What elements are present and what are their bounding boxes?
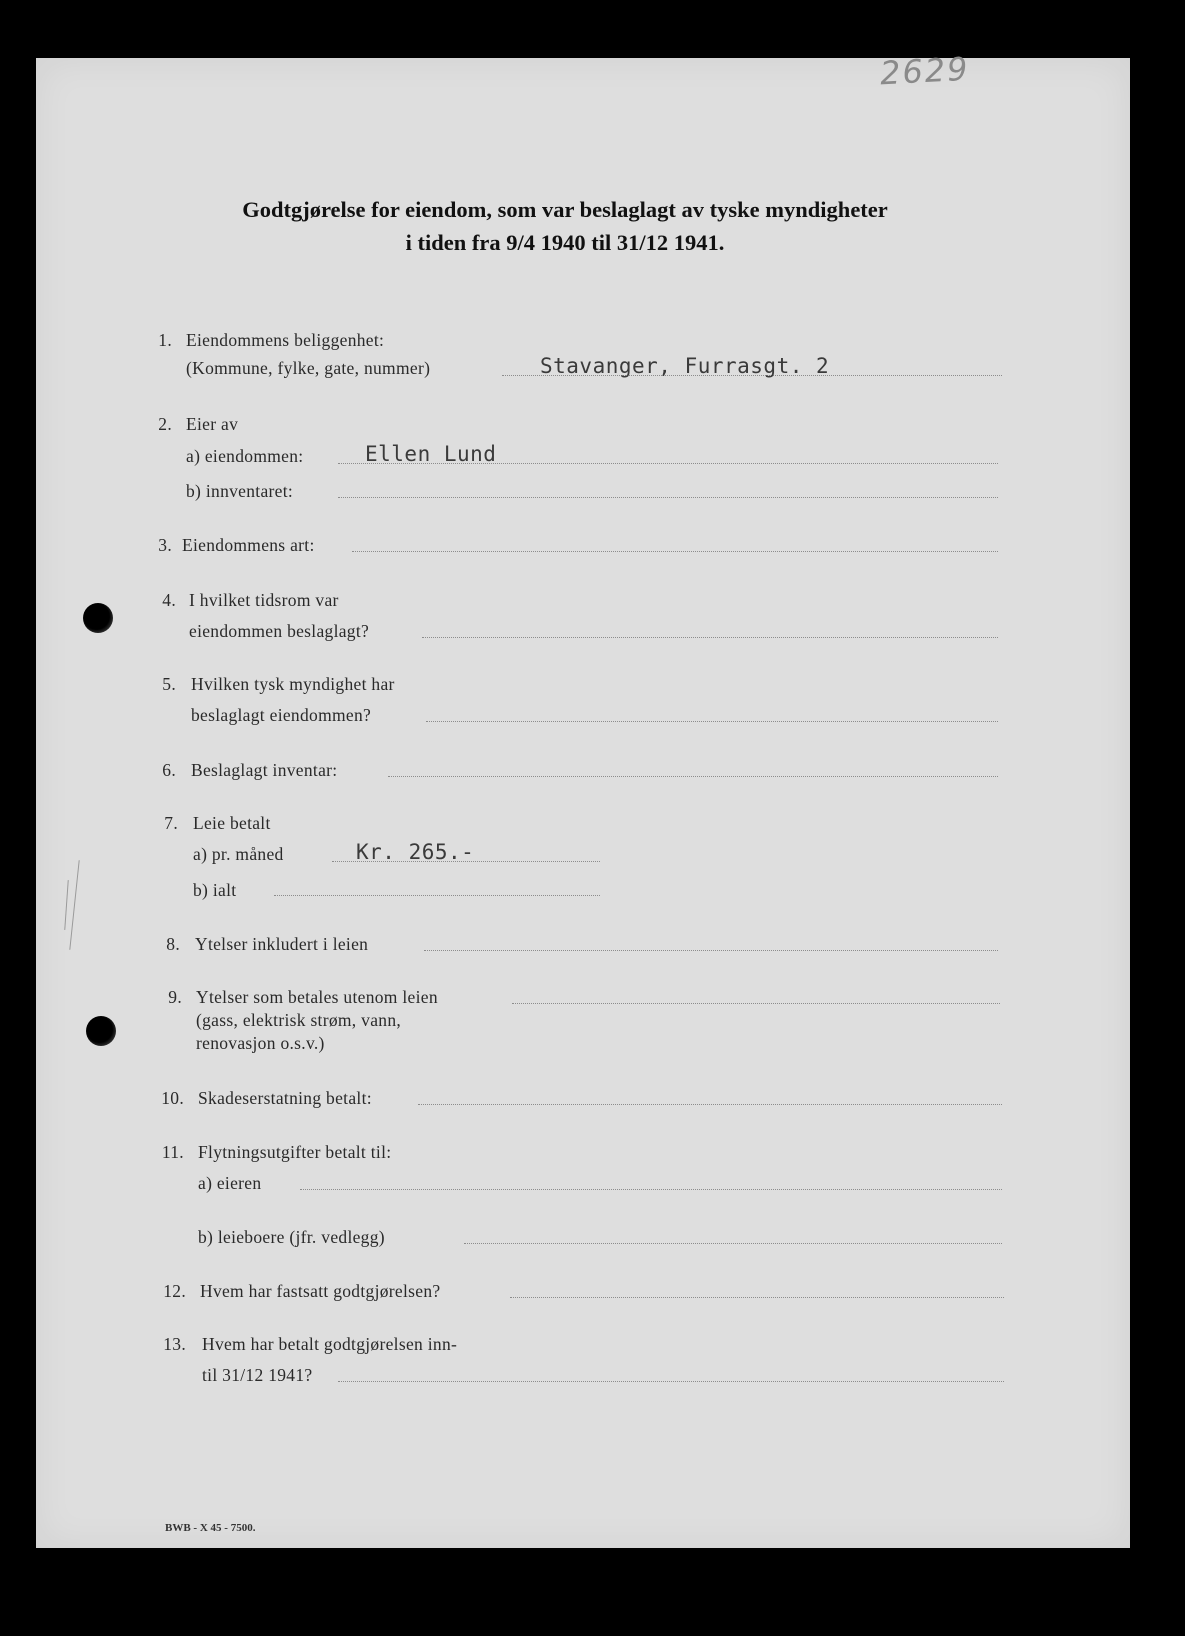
q2b-label: b) innventaret: [186, 481, 294, 501]
form-title-line-1: Godtgjørelse for eiendom, som var beslaglagt av tyske myndigheter [242, 197, 888, 222]
archive-reference-number: 2629 [879, 49, 971, 93]
q11-number: 11. [161, 1142, 184, 1162]
q5-answer-line [426, 721, 998, 722]
q10-number: 10. [161, 1088, 184, 1108]
q2a-answer: Ellen Lund [365, 442, 497, 466]
form-title-line-2: i tiden fra 9/4 1940 til 31/12 1941. [405, 230, 725, 255]
q7b-label: b) ialt [193, 880, 237, 900]
q5-label: Hvilken tysk myndighet har [191, 674, 395, 694]
q5-sublabel: beslaglagt eiendommen? [191, 705, 372, 725]
punch-hole-upper [83, 603, 113, 633]
q9-number: 9. [168, 987, 182, 1007]
q11b-label: b) leieboere (jfr. vedlegg) [198, 1227, 385, 1247]
q3-number: 3. [158, 535, 172, 555]
q11a-answer-line [300, 1189, 1002, 1190]
q8-number: 8. [166, 934, 180, 954]
q2b-answer-line [338, 497, 998, 498]
q3-label: Eiendommens art: [182, 535, 315, 555]
q13-label: Hvem har betalt godtgjørelsen inn- [202, 1334, 458, 1354]
q7b-answer-line [274, 895, 600, 896]
q4-sublabel: eiendommen beslaglagt? [189, 621, 370, 641]
q4-answer-line [422, 637, 998, 638]
q8-label: Ytelser inkludert i leien [195, 934, 369, 954]
q9-sublabel-2: renovasjon o.s.v.) [196, 1033, 325, 1053]
q13-number: 13. [163, 1334, 186, 1354]
q11a-label: a) eieren [198, 1173, 262, 1193]
q4-label: I hvilket tidsrom var [189, 590, 339, 610]
form-sheet [36, 58, 1130, 1548]
q12-label: Hvem har fastsatt godtgjørelsen? [200, 1281, 441, 1301]
q4-number: 4. [162, 590, 176, 610]
q6-label: Beslaglagt inventar: [191, 760, 338, 780]
q7-label: Leie betalt [193, 813, 271, 833]
q9-label: Ytelser som betales utenom leien [196, 987, 438, 1007]
punch-hole-lower [86, 1016, 116, 1046]
form-title [150, 193, 980, 259]
q11-label: Flytningsutgifter betalt til: [198, 1142, 392, 1162]
q13-answer-line [338, 1381, 1004, 1382]
q12-number: 12. [163, 1281, 186, 1301]
q5-number: 5. [162, 674, 176, 694]
q12-answer-line [510, 1297, 1004, 1298]
q6-answer-line [388, 776, 998, 777]
q1-number: 1. [158, 330, 172, 350]
printer-code: BWB - X 45 - 7500. [165, 1522, 256, 1534]
q8-answer-line [424, 950, 998, 951]
q2-label: Eier av [186, 414, 239, 434]
q13-sublabel: til 31/12 1941? [202, 1365, 313, 1385]
q1-sublabel: (Kommune, fylke, gate, nummer) [186, 358, 431, 378]
q10-label: Skadeserstatning betalt: [198, 1088, 372, 1108]
q9-sublabel-1: (gass, elektrisk strøm, vann, [196, 1010, 402, 1030]
q9-answer-line [512, 1003, 1000, 1004]
q7a-label: a) pr. måned [193, 844, 284, 864]
q11b-answer-line [464, 1243, 1002, 1244]
q1-label: Eiendommens beliggenhet: [186, 330, 385, 350]
q2-number: 2. [158, 414, 172, 434]
q2a-label: a) eiendommen: [186, 446, 304, 466]
q10-answer-line [418, 1104, 1002, 1105]
q1-answer: Stavanger, Furrasgt. 2 [540, 354, 830, 378]
q7-number: 7. [164, 813, 178, 833]
q6-number: 6. [162, 760, 176, 780]
q3-answer-line [352, 551, 998, 552]
q7a-answer: Kr. 265.- [356, 840, 475, 864]
